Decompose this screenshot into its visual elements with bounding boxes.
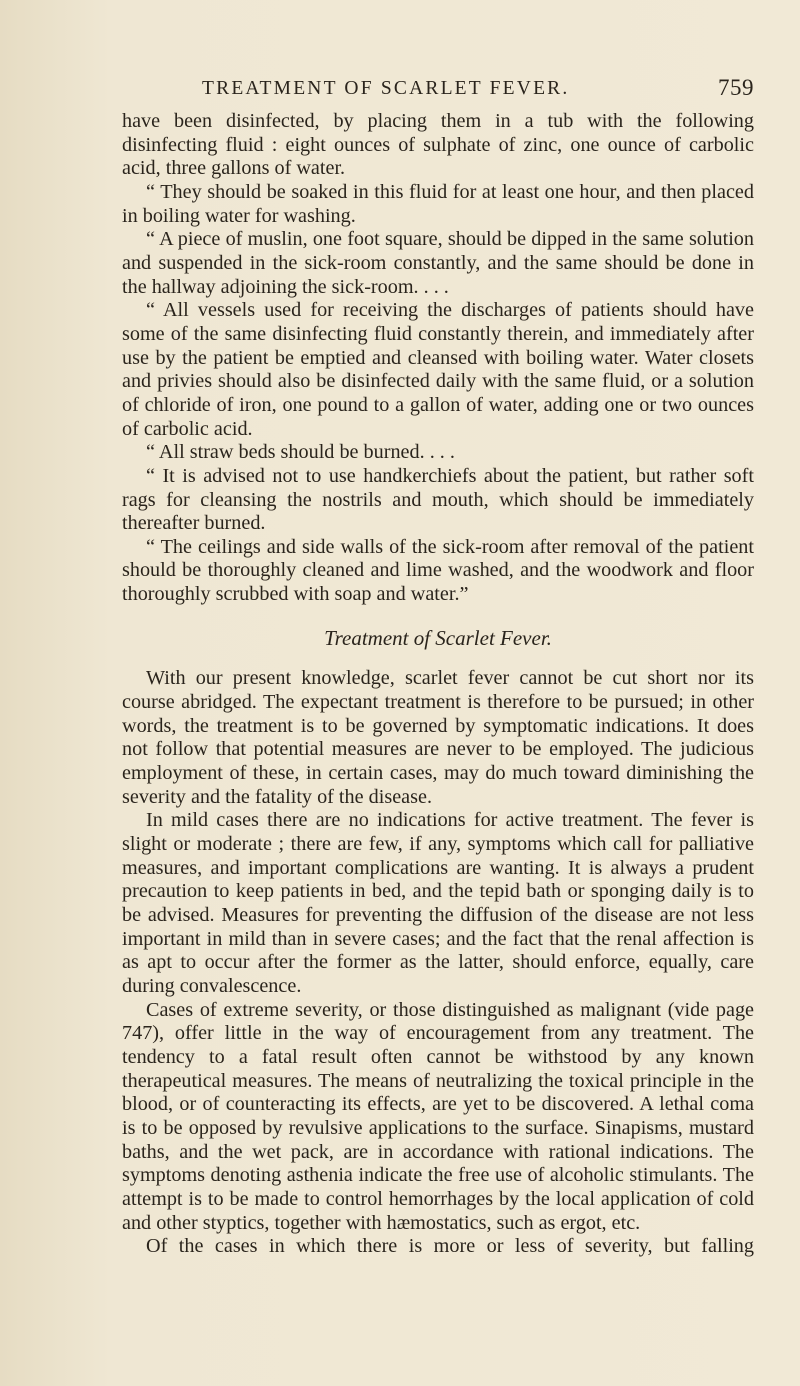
- paragraph-straw-beds: “ All straw beds should be burned. . . .: [146, 441, 455, 464]
- running-header: [122, 58, 754, 100]
- body-text: [122, 110, 754, 1259]
- paragraph-mild-cases: In mild cases there are no indications for active treatment. The fever is slight or moderate ; there are few, if any, symptoms which call for palliative measures, and important complications are wanting. It is always a prudent precaution to keep patients in bed, and the tepid bath or sponging daily is to be advised. Measures for preventing the diffusion of the disease are not less important in mild than in severe cases; and the fact that the renal affection is as apt to occur after the former as the latter, should enforce, equally, care during convalescence.: [122, 809, 754, 997]
- section-heading: Treatment of Scarlet Fever.: [324, 625, 552, 650]
- paragraph-knowledge: With our present knowledge, scarlet fever cannot be cut short nor its course abridged. The expectant treatment is therefore to be pursued; in other words, the treatment is to be governed by symptomatic indications. It does not follow that potential measures are never to be employed. The judicious employment of these, in certain cases, may do much toward diminishing the severity and the fatality of the disease.: [122, 667, 754, 808]
- paragraph-handkerchiefs: “ It is advised not to use handkerchiefs about the patient, but rather soft rags for cleansing the nostrils and mouth, which should be immediately thereafter burned.: [122, 464, 754, 535]
- paragraph-severity: Of the cases in which there is more or less of severity, but falling: [146, 1235, 754, 1258]
- page-number: 759: [718, 75, 754, 100]
- paragraph-vessels: “ All vessels used for receiving the discharges of patients should have some of the same disinfecting fluid constantly therein, and immediately after use by the patient be emptied and cleansed with boiling water. Water closets and privies should also be disinfected daily with the same fluid, or a solution of chloride of iron, one pound to a gallon of water, adding one or two ounces of carbolic acid.: [122, 299, 754, 440]
- running-title: TREATMENT OF SCARLET FEVER.: [202, 78, 570, 99]
- paragraph-soaking: “ They should be soaked in this fluid for at least one hour, and then placed in boiling water for washing.: [122, 180, 754, 227]
- paragraph-extreme-cases: Cases of extreme severity, or those distinguished as malignant (vide page 747), offer little in the way of encouragement from any treatment. The tendency to a fatal result often cannot be withstood by any known therapeutical measures. The means of neutralizing the toxical principle in the blood, or of counteracting its effects, are yet to be discovered. A lethal coma is to be opposed by revulsive applications to the surface. Sinapisms, mustard baths, and the wet pack, are in accordance with rational indications. The symptoms denoting asthenia indicate the free use of alcoholic stimulants. The attempt is to be made to control hemorrhages by the local application of cold and other styptics, together with hæmostatics, such as ergot, etc.: [122, 998, 754, 1234]
- paragraph-muslin: “ A piece of muslin, one foot square, should be dipped in the same solution and suspended in the sick-room constantly, and the same should be done in the hallway adjoining the sick-room. . . .: [122, 228, 754, 298]
- paragraph-disinfection-continued: have been disinfected, by placing them in a tub with the following disinfecting fluid : eight ounces of sulphate of zinc, one ounce of carbolic acid, three gallons of water.: [122, 110, 754, 180]
- paragraph-ceilings: “ The ceilings and side walls of the sick-room after removal of the patient should be thoroughly cleaned and lime washed, and the woodwork and floor thoroughly scrubbed with soap and water.”: [122, 535, 754, 606]
